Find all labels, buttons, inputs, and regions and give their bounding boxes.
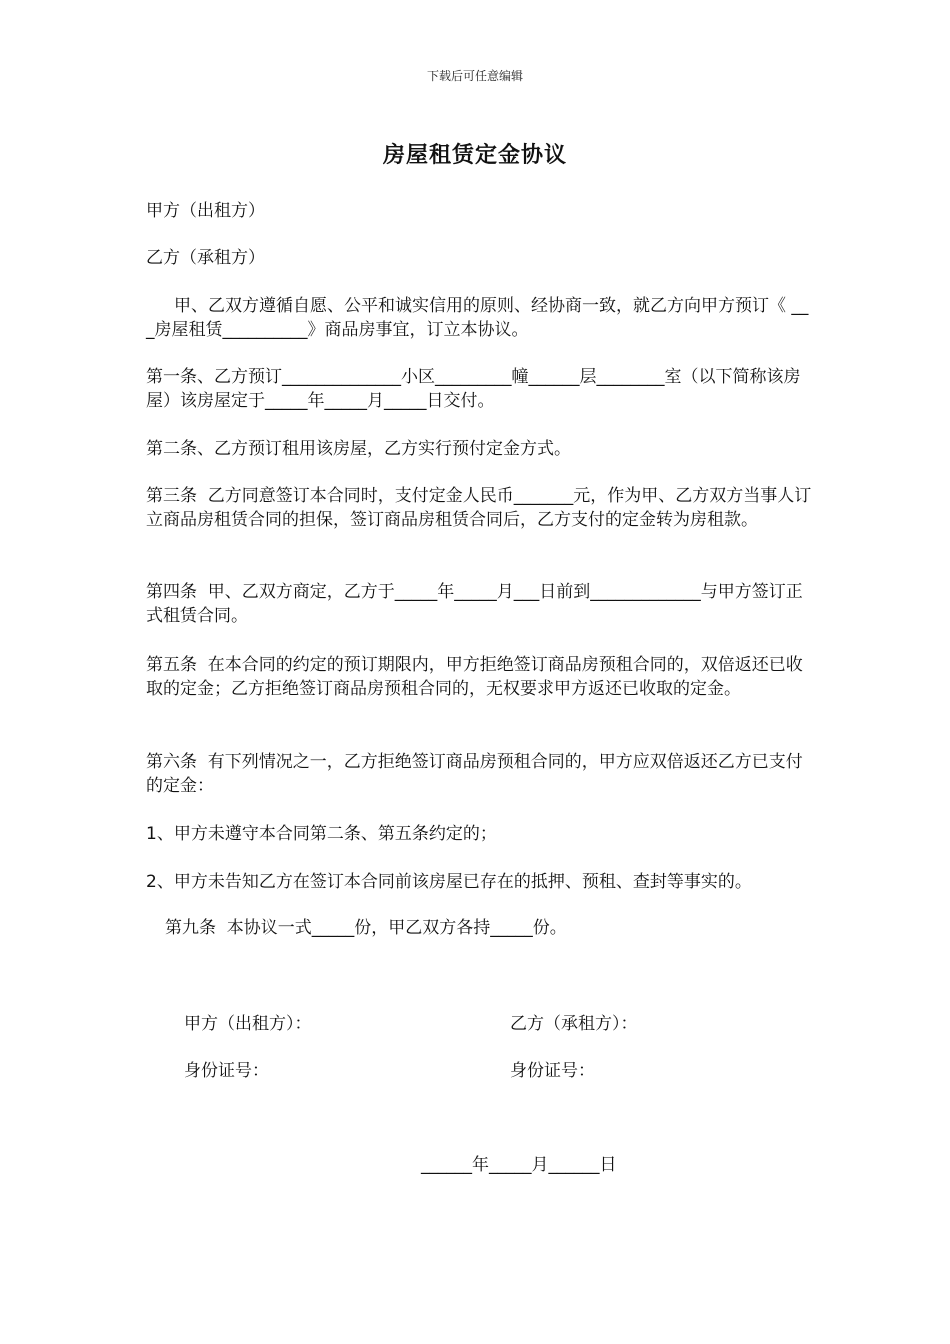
signature-party-a-label: 甲方（出租方）： bbox=[184, 1014, 312, 1034]
article-4: 第四条 甲、乙双方商定，乙方于_____年_____月___日前到_____________与甲方签订正式租赁合同。 bbox=[146, 582, 803, 626]
article-1: 第一条、乙方预订______________小区_________幢______层________室（以下简称该房屋）该房屋定于_____年_____月_____日交付。 bbox=[146, 367, 801, 411]
article-9: 第九条 本协议一式_____份，甲乙双方各持_____份。 bbox=[165, 918, 567, 938]
document-title: 房屋租赁定金协议 bbox=[382, 143, 567, 168]
intro-paragraph: 甲、乙双方遵循自愿、公平和诚实信用的原则、经协商一致，就乙方向甲方预订《 ___房屋租赁__________》商品房事宜，订立本协议。 bbox=[146, 296, 809, 340]
signature-party-b-label: 乙方（承租方）： bbox=[510, 1014, 638, 1034]
party-b-line: 乙方（承租方） bbox=[146, 248, 265, 268]
article-2: 第二条、乙方预订租用该房屋，乙方实行预付定金方式。 bbox=[146, 439, 571, 459]
header-note: 下载后可任意编辑 bbox=[426, 69, 523, 83]
article-3: 第三条 乙方同意签订本合同时，支付定金人民币_______元，作为甲、乙方双方当事人订立商品房租赁合同的担保，签订商品房租赁合同后，乙方支付的定金转为房租款。 bbox=[146, 486, 812, 530]
article-5: 第五条 在本合同的约定的预订期限内，甲方拒绝签订商品房预租合同的，双倍返还已收取的定金；乙方拒绝签订商品房预租合同的，无权要求甲方返还已收取的定金。 bbox=[146, 655, 803, 699]
party-a-line: 甲方（出租方） bbox=[146, 201, 265, 221]
list-item-2: 2、甲方未告知乙方在签订本合同前该房屋已存在的抵押、预租、查封等事实的。 bbox=[146, 872, 752, 892]
article-6: 第六条 有下列情况之一，乙方拒绝签订商品房预租合同的，甲方应双倍返还乙方已支付的定金： bbox=[146, 752, 803, 796]
id-number-a-label: 身份证号： bbox=[184, 1061, 269, 1081]
list-item-1: 1、甲方未遵守本合同第二条、第五条约定的； bbox=[146, 824, 497, 844]
date-line: ______年_____月______日 bbox=[421, 1155, 617, 1175]
id-number-b-label: 身份证号： bbox=[510, 1061, 595, 1081]
